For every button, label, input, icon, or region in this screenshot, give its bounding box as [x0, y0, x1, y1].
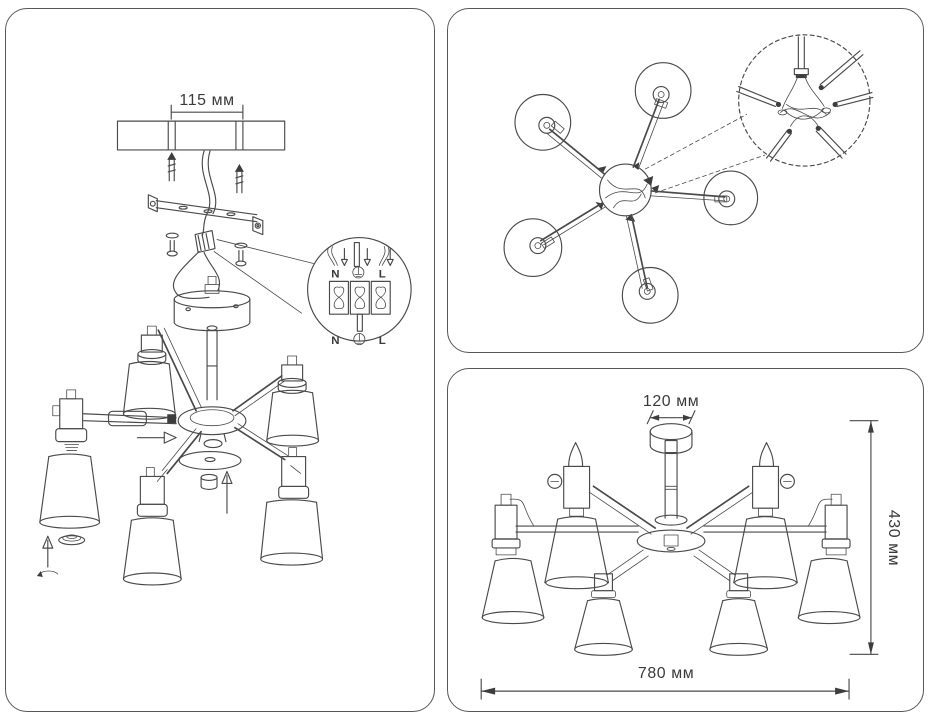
hub-assembly	[178, 407, 246, 448]
top-view-panel	[447, 8, 924, 353]
side-arms	[516, 526, 826, 532]
width-dimension	[481, 665, 849, 699]
bracket-dimension	[171, 92, 243, 119]
canopy	[174, 276, 250, 330]
arm-left	[515, 95, 604, 179]
lamp-far-left	[482, 494, 544, 623]
height-dimension-label: 430 мм	[884, 509, 902, 567]
ceiling	[117, 121, 284, 150]
canopy-dimension	[643, 393, 699, 424]
central-rod	[207, 331, 217, 400]
terminal-label-l-bottom: L	[378, 335, 386, 348]
canopy-side	[650, 424, 692, 454]
mains-cable	[173, 151, 313, 313]
width-dimension-label: 780 мм	[637, 665, 695, 683]
screw-up-arrow-icon	[37, 536, 58, 577]
rod-side	[665, 453, 677, 519]
installation-panel	[5, 8, 435, 712]
shade-fastening-detail	[37, 535, 85, 577]
lamp-front-right	[694, 550, 768, 655]
hub-side	[637, 515, 705, 552]
retaining-ring	[59, 535, 85, 545]
assembly-side-arrow-icon	[137, 432, 176, 443]
lamp-upper-right	[233, 356, 319, 446]
terminal-block	[329, 281, 390, 314]
side-view-panel	[447, 368, 924, 712]
hub-top-view	[596, 162, 660, 222]
ground-icon	[353, 267, 364, 278]
anchor-screws	[166, 152, 247, 266]
arm-bottom	[622, 215, 678, 323]
hub-wiring-detail-circle	[737, 35, 873, 166]
lamp-back-left	[545, 443, 655, 589]
lamp-back-right	[687, 443, 797, 589]
detail-leader-lines	[643, 114, 764, 193]
bracket-dimension-label: 115 мм	[179, 92, 235, 110]
terminal-label-l-top: L	[378, 268, 386, 281]
side-view-drawing	[448, 369, 923, 711]
terminal-label-n-top: N	[331, 268, 340, 281]
terminal-label-n-bottom: N	[331, 335, 340, 348]
mounting-bracket	[148, 195, 262, 235]
top-view-drawing	[448, 9, 923, 352]
lamp-front-left	[575, 550, 649, 655]
arm-top	[633, 63, 691, 169]
arm-right	[651, 171, 757, 225]
assembly-up-arrow-icon	[222, 471, 232, 513]
lamp-far-right	[798, 494, 860, 623]
wiring-detail-circle	[308, 238, 412, 348]
canopy-dimension-label: 120 мм	[642, 392, 700, 410]
arm-lower-left	[504, 203, 605, 277]
ground-icon	[354, 334, 365, 345]
lamp-middle-left	[40, 390, 176, 528]
wire-connector	[195, 231, 215, 253]
lamp-bottom-center	[123, 429, 201, 585]
lamp-upper-left	[123, 326, 201, 419]
installation-drawing	[6, 9, 434, 711]
